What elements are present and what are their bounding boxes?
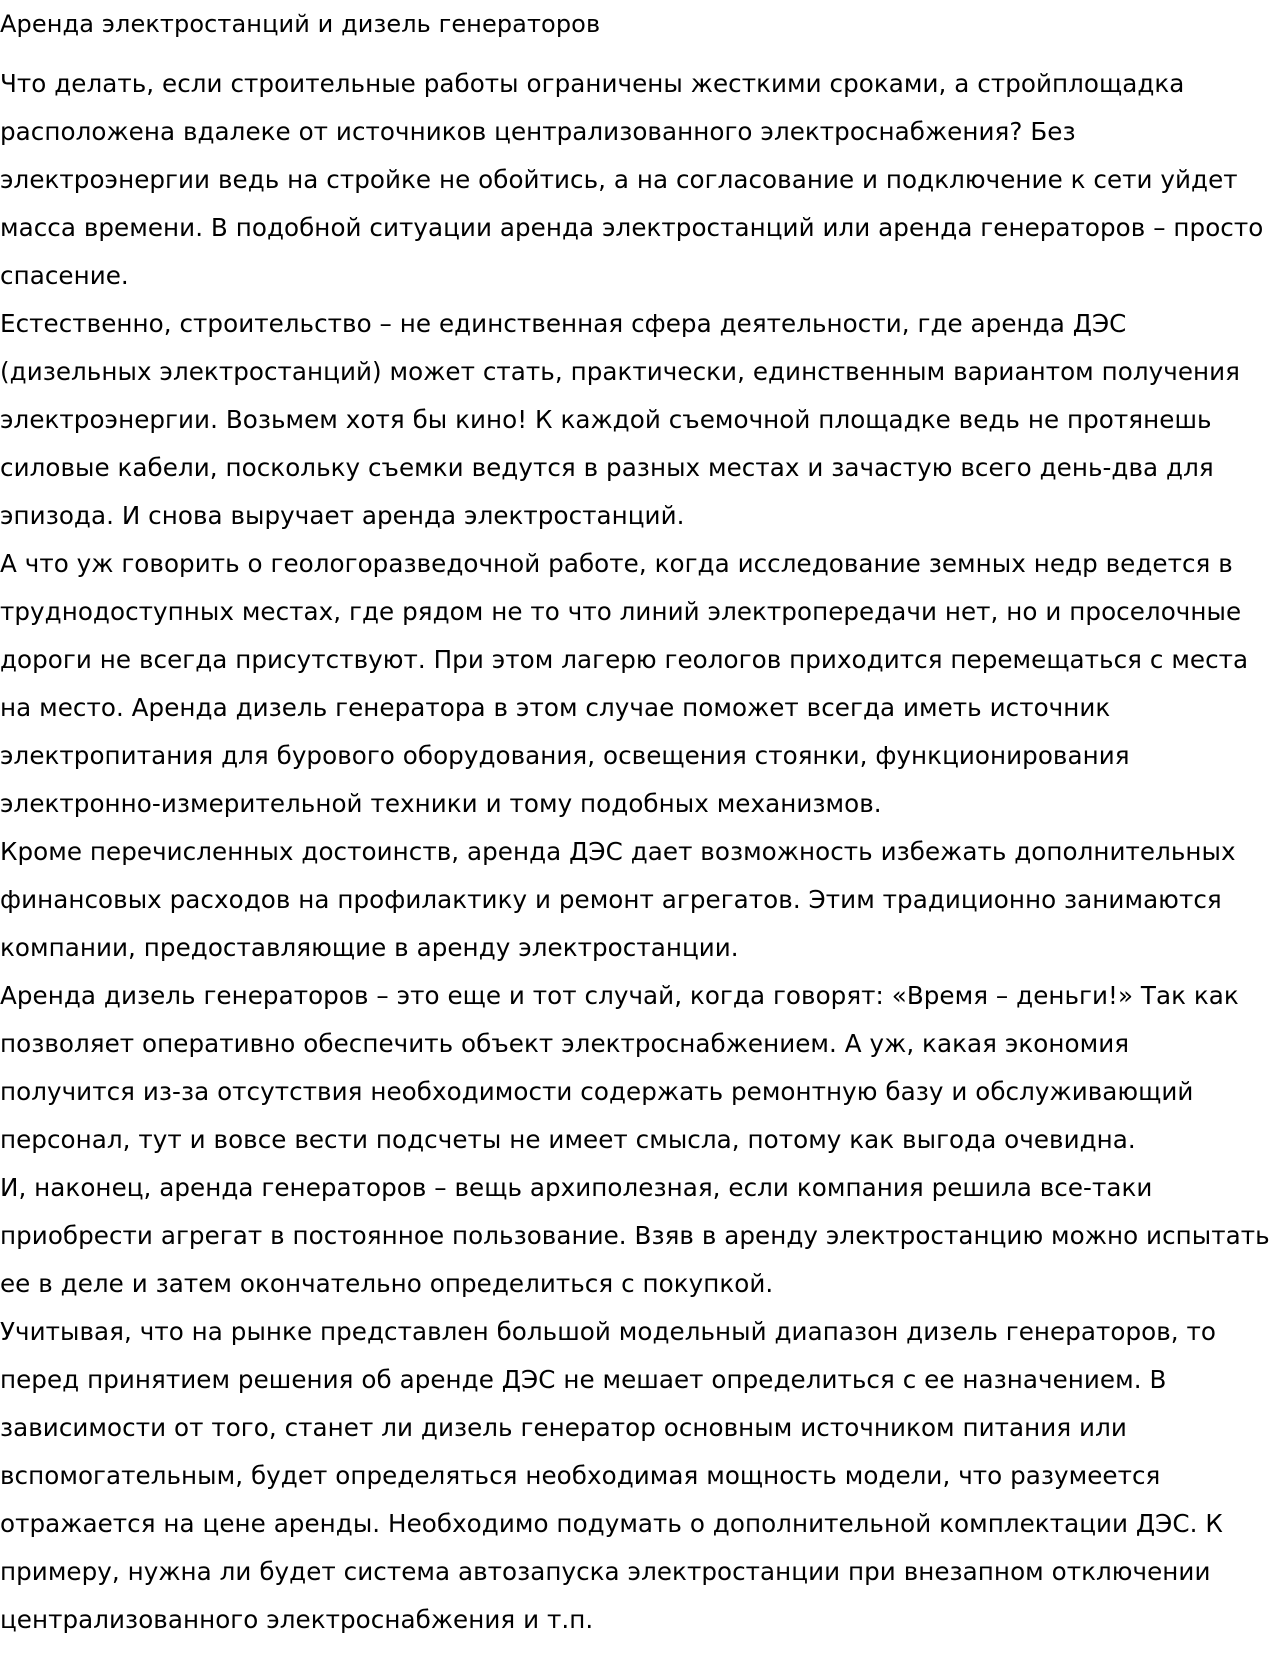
article-body (0, 60, 1270, 1644)
paragraph-construction: Что делать, если строительные работы ограничены жесткими сроками, а стройплощадка расположена вдалеке от источников централизованного электроснабжения? Без электроэнергии ведь на стройке не обойтись, а на согласование и подключение к сети уйдет масса времени. В подобной ситуации аренда электростанций или аренда генераторов – просто спасение. (0, 69, 1264, 290)
paragraph-film: Естественно, строительство – не единственная сфера деятельности, где аренда ДЭС (дизельных электростанций) может стать, практически, единственным вариантом получения электроэнергии. Возьмем хотя бы кино! К каждой съемочной площадке ведь не протянешь силовые кабели, поскольку съемки ведутся в разных местах и зачастую всего день-два для эпизода. И снова выручает аренда электростанций. (0, 309, 1241, 530)
article-title: Аренда электростанций и дизель генераторов (0, 10, 601, 38)
paragraph-time-money: Аренда дизель генераторов – это еще и тот случай, когда говорят: «Время – деньги!» Так как позволяет оперативно обеспечить объект электроснабжением. А уж, какая экономия получится из-за отсутствия необходимости содержать ремонтную базу и обслуживающий персонал, тут и вовсе вести подсчеты не имеет смысла, потому как выгода очевидна. (0, 981, 1239, 1154)
paragraph-geology: А что уж говорить о геологоразведочной работе, когда исследование земных недр ведется в труднодоступных местах, где рядом не то что линий электропередачи нет, но и проселочные дороги не всегда присутствуют. При этом лагерю геологов приходится перемещаться с места на место. Аренда дизель генератора в этом случае поможет всегда иметь источник электропитания для бурового оборудования, освещения стоянки, функционирования электронно-измерительной техники и тому подобных механизмов. (0, 549, 1249, 818)
paragraph-selection: Учитывая, что на рынке представлен большой модельный диапазон дизель генераторов, то перед принятием решения об аренде ДЭС не мешает определиться с ее назначением. В зависимости от того, станет ли дизель генератор основным источником питания или вспомогательным, будет определяться необходимая мощность модели, что разумеется отражается на цене аренды. Необходимо подумать о дополнительной комплектации ДЭС. К примеру, нужна ли будет система автозапуска электростанции при внезапном отключении централизованного электроснабжения и т.п. (0, 1317, 1223, 1634)
paragraph-maintenance: Кроме перечисленных достоинств, аренда ДЭС дает возможность избежать дополнительных финансовых расходов на профилактику и ремонт агрегатов. Этим традиционно занимаются компании, предоставляющие в аренду электростанции. (0, 837, 1236, 962)
paragraph-purchase: И, наконец, аренда генераторов – вещь архиполезная, если компания решила все-таки приобрести агрегат в постоянное пользование. Взяв в аренду электростанцию можно испытать ее в деле и затем окончательно определиться с покупкой. (0, 1173, 1270, 1298)
